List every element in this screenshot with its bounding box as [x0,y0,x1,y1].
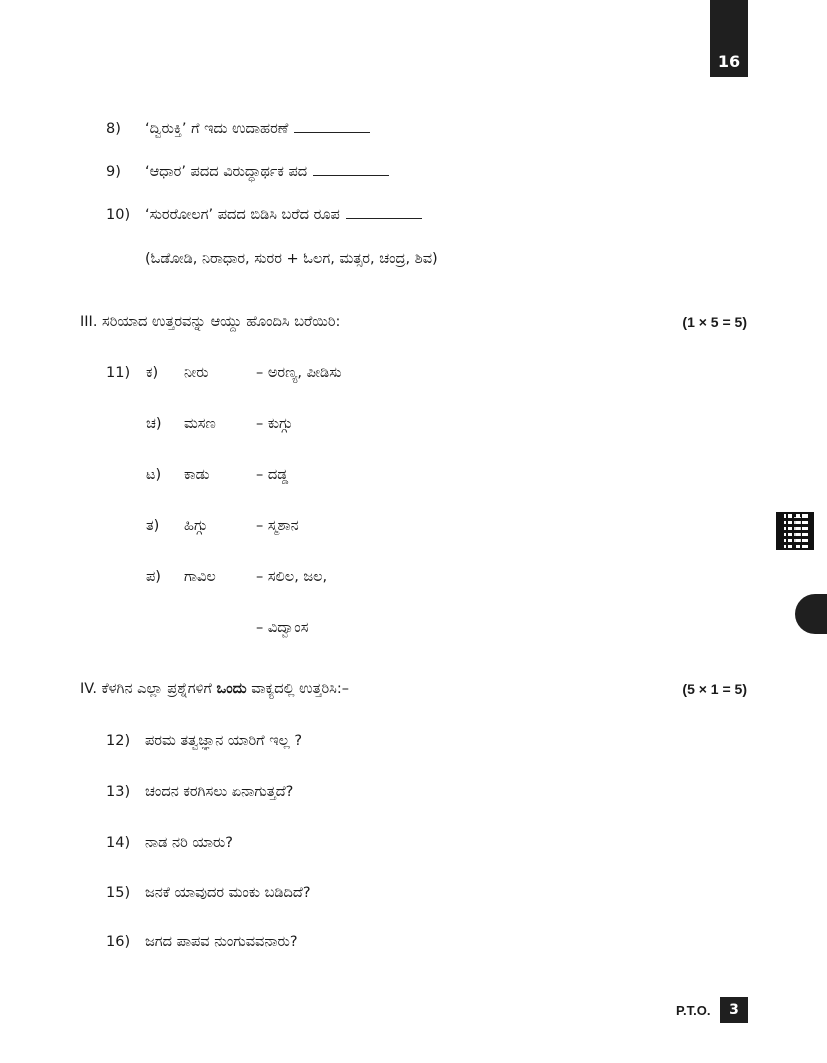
page-number-tab-label: 16 [717,52,741,71]
question-text: ಜಗದ ಪಾಪವ ನುಂಗುವವನಾರು? [145,934,298,950]
match-letter: ಪ) [146,569,161,585]
question-number: 10) [106,207,131,223]
question-number: 11) [106,365,131,381]
question-number: 13) [106,784,131,800]
question-text [145,163,389,181]
match-column-a: ಹಿಗ್ಗು [184,518,208,534]
answer-blank [294,120,370,133]
section-iii-heading: III. ಸರಿಯಾದ ಉತ್ತರವನ್ನು ಆಯ್ದು ಹೊಂದಿಸಿ ಬರೆಯಿರಿ: [80,314,341,330]
options-hint: (ಓಡೋಡಿ, ನಿರಾಧಾರ, ಸುರರ + ಓಲಗ, ಮತ್ಸರ, ಚಂದ್ರ, ಶಿವ) [145,251,438,267]
question-text: ಪರಮ ತತ್ವಜ್ಞಾನ ಯಾರಿಗೆ ಇಲ್ಲ ? [145,733,303,749]
match-letter: ಕ) [146,365,159,381]
qr-code-icon [776,512,814,550]
match-column-b: – ಕುಗ್ಗು [256,416,293,432]
question-number: 16) [106,934,131,950]
question-text: ಜನಕೆ ಯಾವುದರ ಮಂಕು ಬಡಿದಿದೆ? [145,885,311,901]
section-iv-heading-post: ವಾಕ್ಯದಲ್ಲಿ ಉತ್ತರಿಸಿ:– [246,681,349,697]
question-text: ಚಂದನ ಕರಗಿಸಲು ಏನಾಗುತ್ತದೆ? [145,784,294,800]
match-letter: ಚ) [146,416,162,432]
question-text: ನಾಡ ನರಿ ಯಾರು? [145,835,233,851]
question-number: 9) [106,164,121,180]
question-number: 8) [106,121,121,137]
match-column-b: – ಸ್ಮಶಾನ [256,518,299,534]
question-10-text: ‘ಸುರರೋಲಗ’ ಪದದ ಬಿಡಿಸಿ ಬರೆದ ರೂಪ [145,207,340,223]
question-8-text: ‘ದ್ವಿರುಕ್ತಿ’ ಗೆ ಇದು ಉದಾಹರಣೆ [145,121,289,137]
footer-page-number-label: 3 [729,1002,739,1018]
section-iv-heading-bold: ಒಂದು [216,681,247,697]
question-text [145,206,422,224]
match-letter: ಟ) [146,467,162,483]
question-number: 12) [106,733,131,749]
section-iv-heading-pre: IV. ಕೆಳಗಿನ ಎಲ್ಲಾ ಪ್ರಶ್ನೆಗಳಿಗೆ [80,681,217,697]
question-number: 14) [106,835,131,851]
page-number-tab [710,0,748,77]
match-column-b: – ವಿದ್ವಾಂಸ [256,620,309,636]
question-text [145,120,370,138]
side-tab-marker [795,594,827,634]
match-column-b: – ದಡ್ಡ [256,467,289,483]
question-9-text: ‘ಆಧಾರ’ ಪದದ ವಿರುದ್ಧಾರ್ಥಕ ಪದ [145,164,308,180]
match-column-b: – ಸಲಿಲ, ಜಲ, [256,569,328,585]
footer-page-number [720,997,748,1023]
match-column-a: ಕಾಡು [184,467,210,483]
match-letter: ತ) [146,518,160,534]
match-column-a: ಮಸಣ [184,416,216,432]
match-column-a: ನೀರು [184,365,209,381]
match-column-a: ಗಾವಿಲ [184,569,216,585]
section-iii-marks: (1 × 5 = 5) [682,314,747,330]
question-number: 15) [106,885,131,901]
section-iv-marks: (5 × 1 = 5) [682,681,747,697]
match-column-b: – ಅರಣ್ಯ, ಪೀಡಿಸು [256,365,342,381]
answer-blank [346,206,422,219]
answer-blank [313,163,389,176]
pto-label: P.T.O. [676,1003,711,1018]
section-iv-heading [80,680,349,698]
